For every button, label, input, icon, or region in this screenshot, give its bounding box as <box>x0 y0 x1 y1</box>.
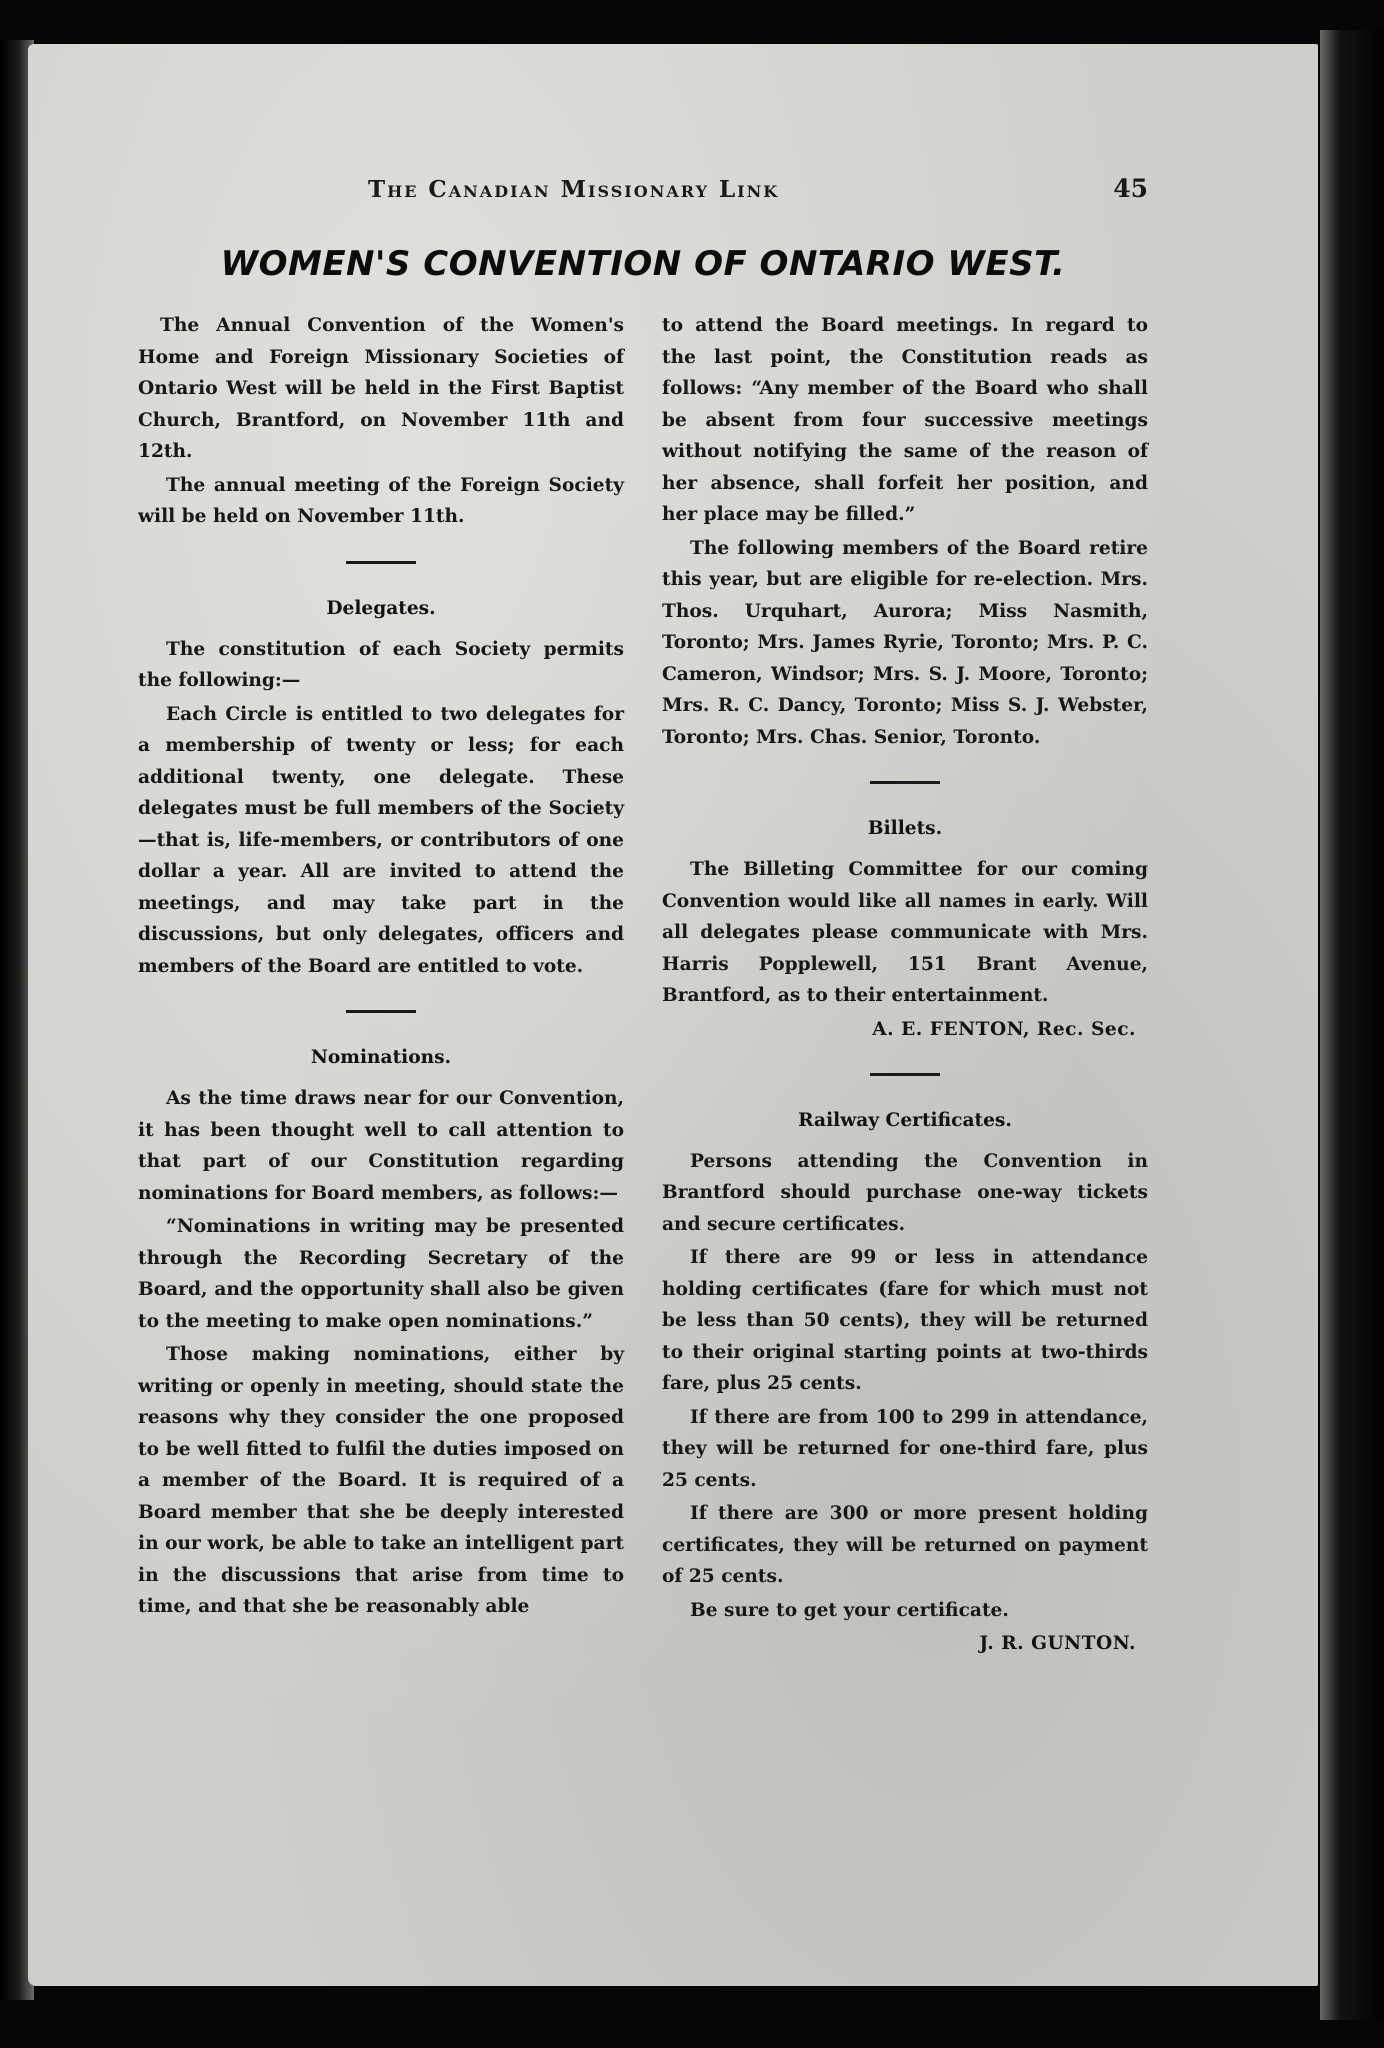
left-column <box>138 310 624 1659</box>
billets-signature: A. E. FENTON, Rec. Sec. <box>872 1018 1136 1040</box>
page-content <box>138 176 1148 1876</box>
railway-paragraph: If there are 99 or less in attendance holding certificates (fare for which must not be less than 50 cents), they will be returned to their original starting points at two-thirds fare, plus 25 cents. <box>662 1247 1148 1394</box>
section-divider <box>346 561 416 564</box>
nominations-paragraph: “Nominations in writing may be presented through the Recording Secretary of the Board, and the opportunity shall also be given to the meeting to make open nominations.” <box>138 1216 624 1332</box>
article-title: WOMEN'S CONVENTION OF ONTARIO WEST. <box>220 244 1066 284</box>
nominations-paragraph: Those making nominations, either by writing or openly in meeting, should state the reasons why they consider the one proposed to be well fitted to fulfil the duties imposed on a member of the Board. It is required of a Board member that she be deeply interested in our work, be able to take an intelligent part in the discussions that arise from time to time, and that she be reasonably able <box>138 1344 624 1617</box>
delegates-paragraph: The constitution of each Society permits the following:— <box>138 638 624 691</box>
board-retirement-paragraph: The following members of the Board retire this year, but are eligible for re-election. Mrs. Thos. Urquhart, Aurora; Miss Nasmith, Toronto; Mrs. James Ryrie, Toronto; Mrs. P. C. Cameron, Windsor; Mrs. S. J. Moore, Toronto; Mrs. R. C. Dancy, Toronto; Miss S. J. Webster, Toronto; Mrs. Chas. Senior, Toronto. <box>662 537 1148 748</box>
intro-paragraph: The annual meeting of the Foreign Society will be held on November 11th. <box>138 474 624 527</box>
railway-signature: J. R. GUNTON. <box>979 1633 1136 1654</box>
article-columns <box>138 310 1148 1659</box>
section-divider <box>870 781 940 784</box>
page-edge-shadow <box>1320 30 1384 2020</box>
running-head <box>138 176 1148 216</box>
billets-paragraph: The Billeting Committee for our coming Convention would like all names in early. Will all delegates please communicate with Mrs. Harris Popplewell, 151 Brant Avenue, Brantford, as to their entertainment. <box>662 859 1148 1006</box>
nominations-paragraph: As the time draws near for our Convention, it has been thought well to call attention to that part of our Constitution regarding nominations for Board members, as follows:— <box>138 1088 624 1204</box>
delegates-heading: Delegates. <box>326 597 436 619</box>
railway-paragraph: If there are from 100 to 299 in attendance, they will be returned for one-third fare, plus 25 cents. <box>662 1406 1148 1491</box>
railway-paragraph: Persons attending the Convention in Brantford should purchase one-way tickets and secure certificates. <box>662 1150 1148 1235</box>
railway-paragraph: Be sure to get your certificate. <box>690 1599 1009 1621</box>
railway-paragraph: If there are 300 or more present holding certificates, they will be returned on payment of 25 cents. <box>662 1503 1148 1587</box>
section-divider <box>346 1010 416 1013</box>
delegates-paragraph: Each Circle is entitled to two delegates for a membership of twenty or less; for each additional twenty, one delegate. These delegates must be full members of the Society—that is, life-members, or contributors of one dollar a year. All are invited to attend the meetings, and may take part in the discussions, but only delegates, officers and members of the Board are entitled to vote. <box>138 703 624 977</box>
journal-title: The Canadian Missionary Link <box>368 176 780 203</box>
railway-heading: Railway Certificates. <box>798 1109 1012 1131</box>
intro-paragraph: The Annual Convention of the Women's Home and Foreign Missionary Societies of Ontario West will be held in the First Baptist Church, Brantford, on November 11th and 12th. <box>138 315 624 462</box>
nominations-heading: Nominations. <box>310 1047 452 1068</box>
continuation-paragraph: to attend the Board meetings. In regard to the last point, the Constitution reads as follows: “Any member of the Board who shall be absent from four successive meetings without notifying the same of the reason of her absence, shall forfeit her position, and her place may be filled.” <box>662 315 1148 525</box>
billets-heading: Billets. <box>867 818 943 839</box>
section-divider <box>870 1073 940 1076</box>
right-column <box>662 310 1148 1659</box>
page-number: 45 <box>1113 174 1148 203</box>
